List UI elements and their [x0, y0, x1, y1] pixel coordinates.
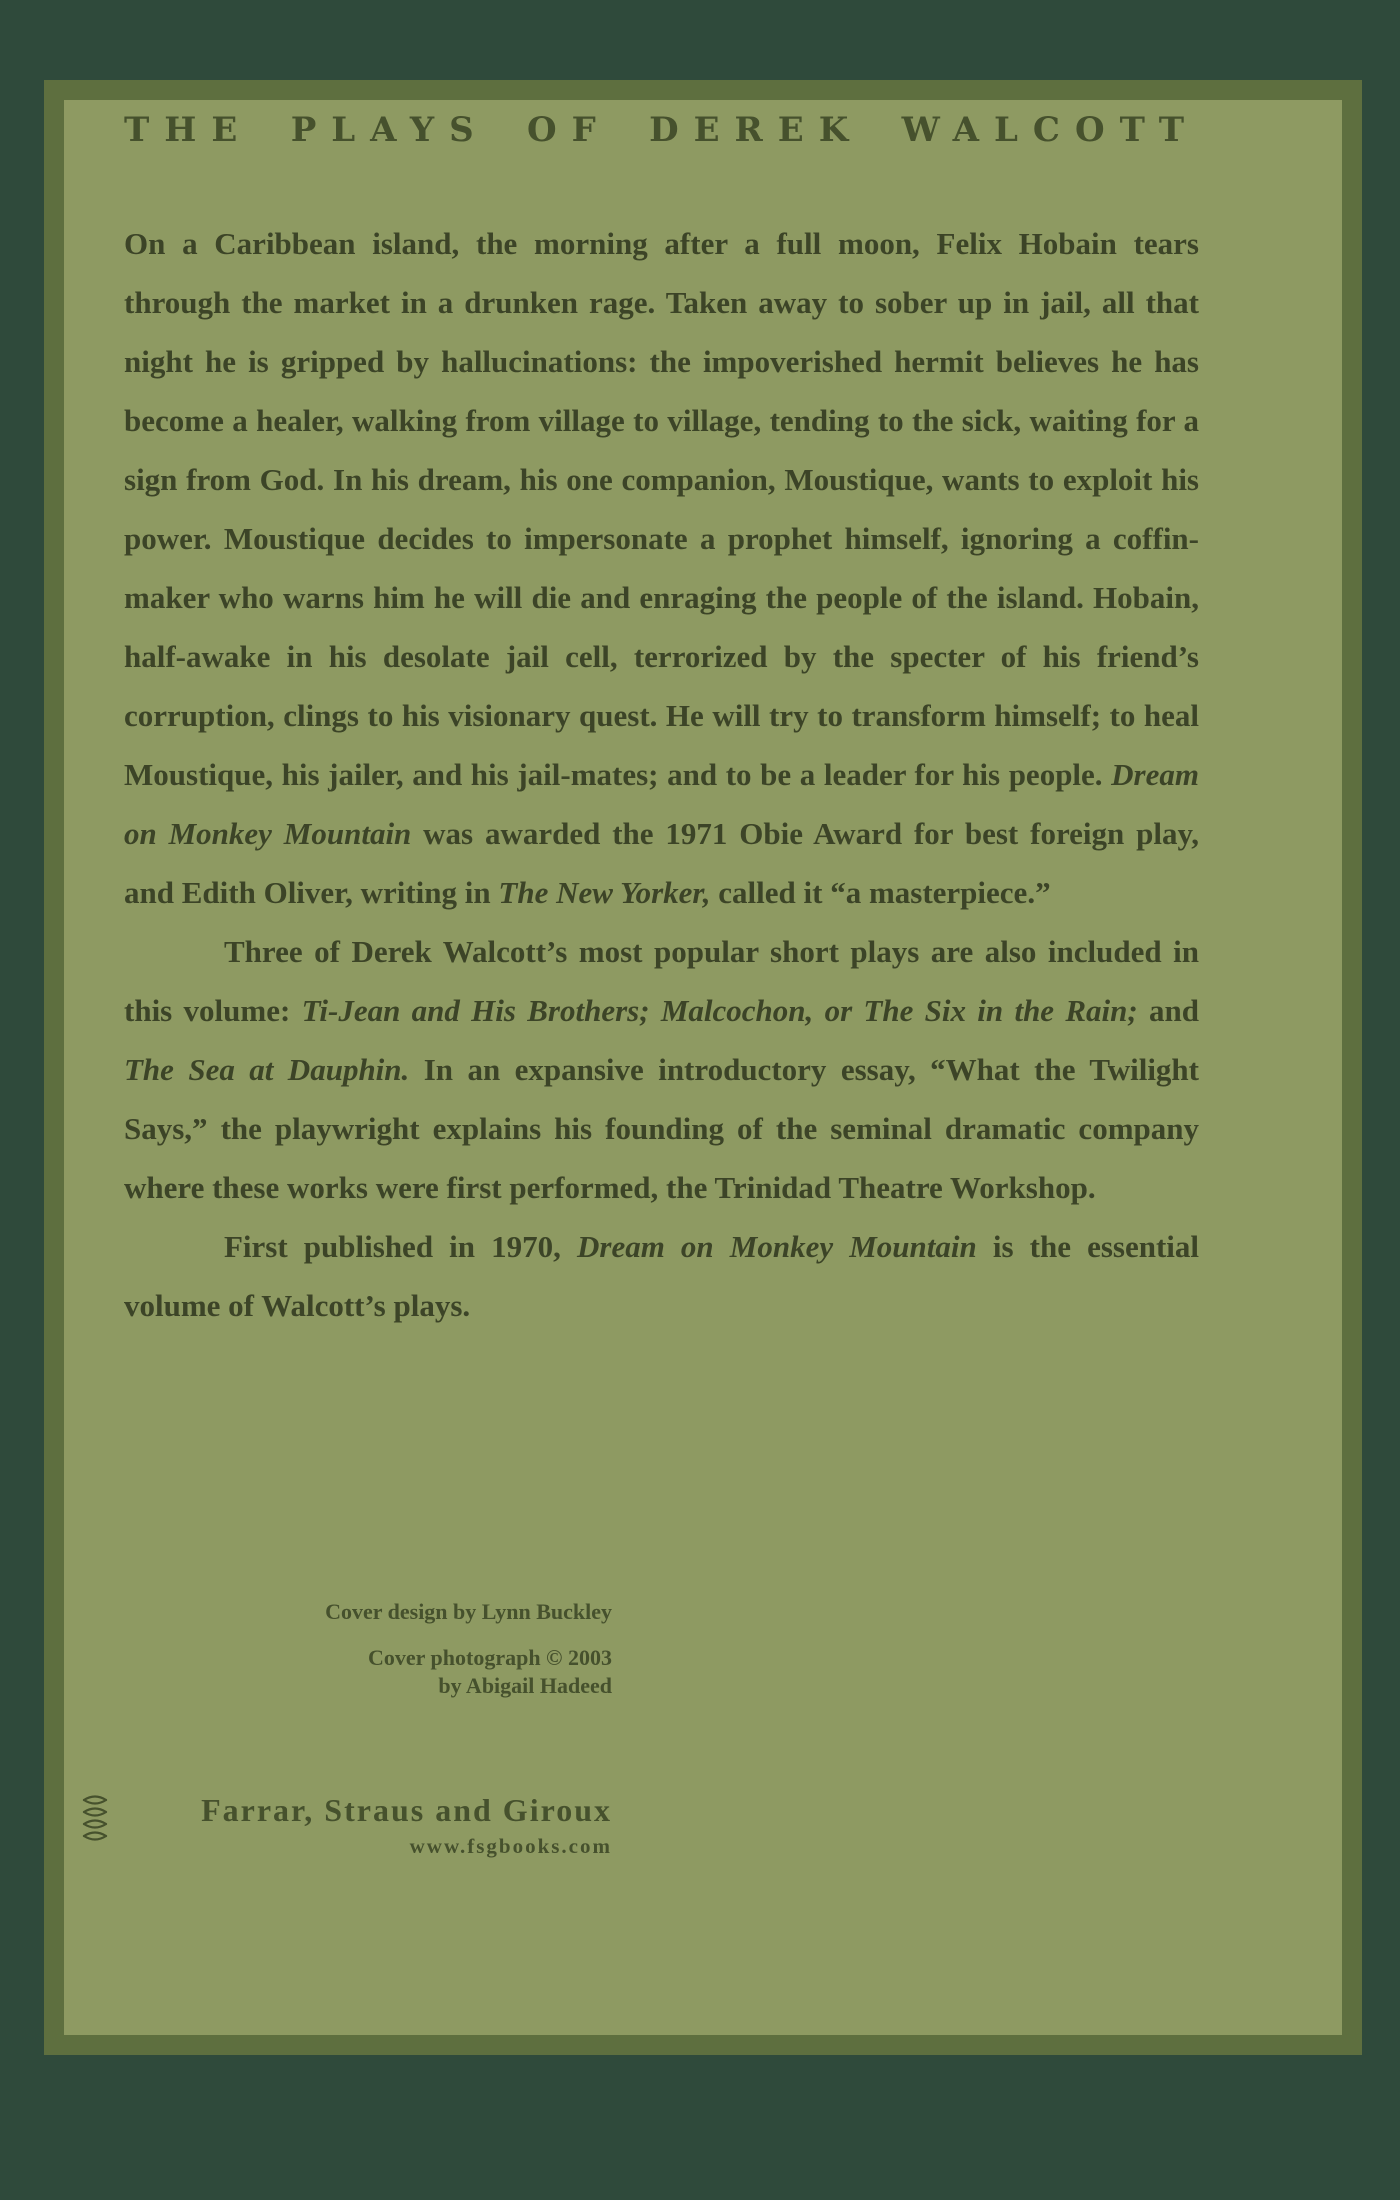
text-run [650, 993, 661, 1028]
play-title: Dream on Monkey Mountain [124, 757, 1199, 851]
publisher-name: Farrar, Straus and Giroux [201, 1792, 612, 1828]
text-run: On a Caribbean island, the morning after a full moon, Felix Hobain tears through the market in a drunken rage. Taken away to sober up in jail, all that night he is gripped by hallucinations: the impoverished hermit believes he has become a healer, walking from village to village, tending to the sick, waiting for a sign from God. In his dream, his one companion, Moustique, wants to exploit his power. Moustique decides to impersonate a prophet himself, ignoring a coffin-maker who warns him he will die and enraging the people of the island. Hobain, half-awake in his desolate jail cell, terrorized by the specter of his friend’s corruption, clings to his visionary quest. He will try to transform himself; to heal Moustique, his jailer, and his jail-mates; and to be a leader for his people. [124, 226, 1199, 792]
text-run: called it “a masterpiece.” [710, 875, 1051, 910]
cover-design-credit: Cover design by Lynn Buckley [325, 1599, 612, 1624]
cover-credits [180, 1598, 612, 1700]
play-title: Dream on Monkey Mountain [577, 1229, 977, 1264]
series-title: THE PLAYS OF DEREK WALCOTT [124, 110, 1199, 150]
text-run: First published in 1970, [224, 1229, 577, 1264]
text-run: Three of Derek Walcott’s most popular short plays are also included in this volume: [124, 934, 1199, 1028]
fsg-fish-logo-icon [80, 1794, 110, 1844]
text-run: In an expansive introductory essay, “What the Twilight Says,” the playwright explains his founding of the seminal dramatic company where these works were first performed, the Trinidad Theatre Workshop. [124, 1052, 1200, 1205]
blurb-paragraph-2 [124, 922, 1199, 1217]
blurb-paragraph-3 [124, 1217, 1199, 1335]
text-run: and [1137, 993, 1199, 1028]
blurb-text [124, 214, 1199, 1335]
publisher-url: www.fsgbooks.com [409, 1834, 612, 1858]
blurb-paragraph-1 [124, 214, 1199, 922]
cover-photo-credit: Cover photograph © 2003 [368, 1645, 612, 1670]
publisher-block [80, 1792, 612, 1858]
play-title: The Sea at Dauphin. [124, 1052, 410, 1087]
play-title: Ti-Jean and His Brothers; [301, 993, 650, 1028]
text-run: was awarded the 1971 Obie Award for best foreign play, and Edith Oliver, writing in [124, 816, 1200, 910]
text-run: is the essential volume of Walcott’s plays. [124, 1229, 1199, 1323]
play-title: Malcochon, or The Six in the Rain; [660, 993, 1138, 1028]
magazine-title: The New Yorker, [498, 875, 711, 910]
cover-photo-credit-author: by Abigail Hadeed [438, 1673, 612, 1698]
